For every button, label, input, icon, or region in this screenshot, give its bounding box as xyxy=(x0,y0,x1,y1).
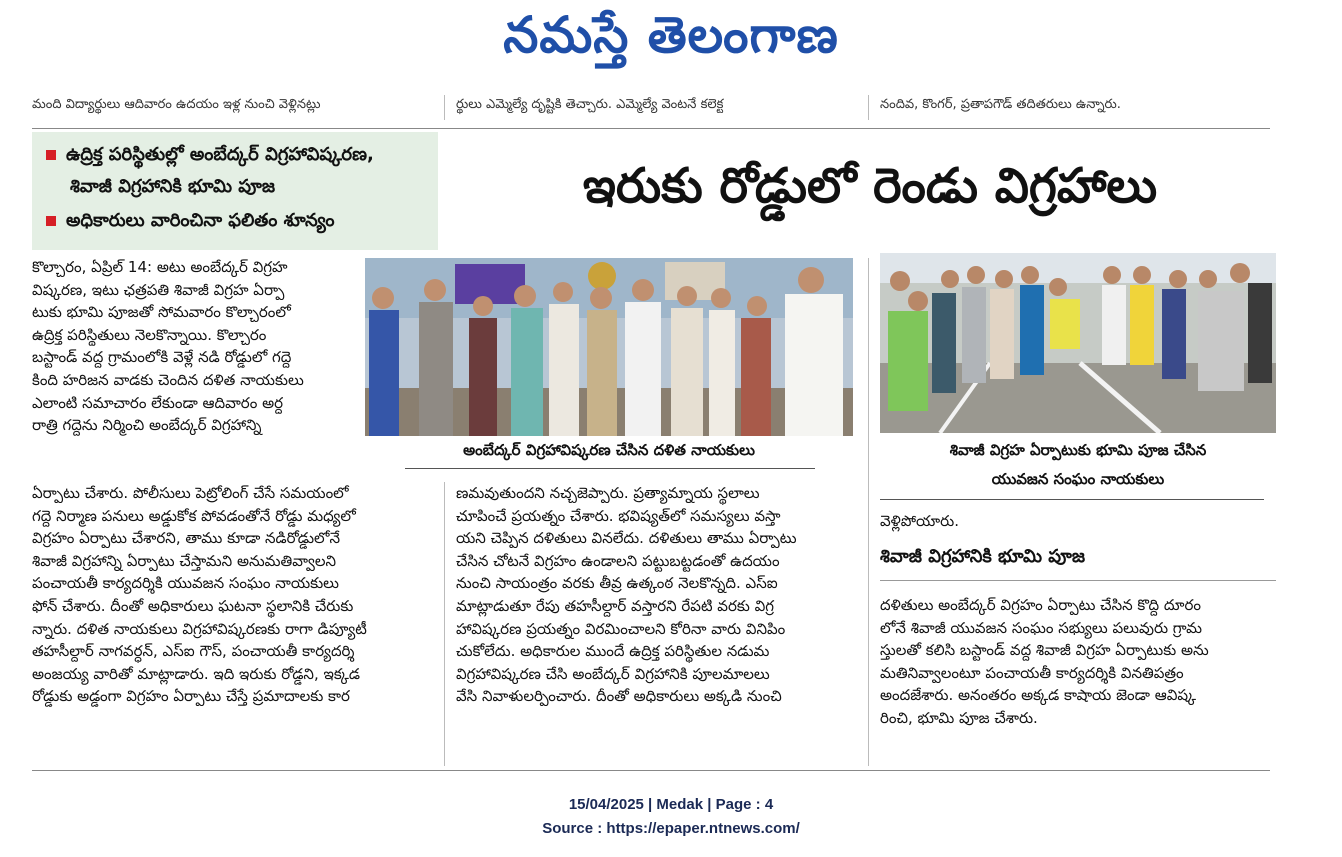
column-divider xyxy=(868,95,869,120)
deck-item-continued: శివాజీ విగ్రహానికి భూమి పూజ xyxy=(70,176,276,197)
article-line: మాట్లాడుతూ రేపు తహసీల్దార్ వస్తారని రేపటి వరకు విగ్ర xyxy=(456,596,775,615)
photo-ambedkar-unveiling xyxy=(365,258,853,436)
article-line: రాత్రి గద్దెను నిర్మించి అంబేద్కర్ విగ్రహాన్ని xyxy=(32,416,262,435)
article-line: చేసిన చోటనే విగ్రహం ఉండాలని పట్టుబట్టడంతో ఉదయం xyxy=(456,551,780,570)
masthead-title: నమస్తే తెలంగాణ xyxy=(503,6,839,64)
column-divider xyxy=(868,258,869,766)
article-line: ఉద్రిక్త పరిస్థితులు నెలకొన్నాయి. కొల్చారం xyxy=(32,325,267,344)
caption-rule xyxy=(405,468,815,469)
cut-line-middle: ర్థులు ఎమ్మెల్యే దృష్టికి తెచ్చారు. ఎమ్మెల్యే వెంటనే కలెక్ట xyxy=(456,97,724,112)
article-line: వెళ్లిపోయారు. xyxy=(880,512,960,530)
article-line: ఏర్పాటు చేశారు. పోలీసులు పెట్రోలింగ్ చేసే సమయంలో xyxy=(32,484,349,502)
bullet-square-icon xyxy=(46,216,56,226)
cut-line-left: మంది విద్యార్థులు ఆదివారం ఉదయం ఇళ్ల నుంచి వెళ్లినట్లు xyxy=(32,97,321,112)
article-line: ఎలాంటి సమాచారం లేకుండా ఆదివారం అర్ధ xyxy=(32,393,283,412)
article-column-2 xyxy=(456,482,856,708)
caption-rule xyxy=(880,499,1264,500)
cut-line-right: నందివ, కొంగర్, ప్రతాపగౌడ్ తదితరులు ఉన్నారు. xyxy=(880,97,1121,112)
article-line: నుంచి సాయంత్రం వరకు తీవ్ర ఉత్కంఠ నెలకొన్నది. ఎస్ఐ xyxy=(456,574,778,593)
article-line: ణమవుతుందని నచ్చజెప్పారు. ప్రత్యామ్నాయ స్థలాలు xyxy=(456,484,760,502)
article-top-rule xyxy=(32,128,1270,129)
article-column-1-bottom xyxy=(32,482,438,708)
photo-caption-right-line1: శివాజీ విగ్రహ ఏర్పాటుకు భూమి పూజ చేసిన xyxy=(949,441,1207,459)
article-line: ఫోన్ చేశారు. దీంతో అధికారులు ఘటనా స్థలానికి చేరుకు xyxy=(32,596,354,615)
footer-date-edition: 15/04/2025 | Medak | Page : 4 xyxy=(568,796,774,813)
article-line: అందజేశారు. అనంతరం అక్కడ కాషాయ జెండా ఆవిష్క xyxy=(880,686,1197,705)
article-line: కొల్చారం, ఏప్రిల్ 14: అటు అంబేద్కర్ విగ్రహ xyxy=(32,258,288,276)
article-line: చూపించే ప్రయత్నం చేశారు. భవిష్యత్‌లో సమస్యలు వస్తా xyxy=(456,506,781,525)
article-line: విగ్రహం ఏర్పాటు చేశారని, తాము కూడా నడిరోడ్డులోనే xyxy=(32,529,340,548)
article-line: దళితులు అంబేద్కర్ విగ్రహం ఏర్పాటు చేసిన కొద్ది దూరం xyxy=(880,596,1201,614)
article-line: రించి, భూమి పూజ చేశారు. xyxy=(880,708,1038,727)
article-line: విగ్రహావిష్కరణ చేసి అంబేద్కర్ విగ్రహానికి పూలమాలలు xyxy=(456,664,770,683)
photo-caption-right-line2: యువజన సంఘం నాయకులు xyxy=(991,470,1165,488)
article-line: మతినివ్వాలంటూ పంచాయతీ కార్యదర్శికి వినతిపత్రం xyxy=(880,663,1184,682)
article-line: శివాజీ విగ్రహాన్ని ఏర్పాటు చేస్తామని అనుమతివ్వాలని xyxy=(32,551,337,570)
headline: ఇరుకు రోడ్డులో రెండు విగ్రహాలు xyxy=(582,158,1158,214)
masthead xyxy=(0,6,1342,77)
article-bottom-rule xyxy=(32,770,1270,771)
deck-item: ఉద్రిక్త పరిస్థితుల్లో అంబేద్కర్ విగ్రహావిష్కరణ, xyxy=(46,144,374,169)
column-divider xyxy=(444,482,445,766)
article-line: పంచాయతీ కార్యదర్శికి యువజన సంఘం నాయకులు xyxy=(32,574,339,593)
article-column-3 xyxy=(880,594,1276,730)
photo-caption-left: అంబేద్కర్ విగ్రహావిష్కరణ చేసిన దళిత నాయకులు xyxy=(463,441,755,459)
footer-source-link[interactable]: Source : https://epaper.ntnews.com/ xyxy=(542,820,800,837)
article-line: టుకు భూమి పూజతో సోమవారం కొల్చారంలో xyxy=(32,303,291,322)
bullet-square-icon xyxy=(46,150,56,160)
article-line: వేసి నివాళులర్పించారు. దీంతో అధికారులు అక్కడి నుంచి xyxy=(456,687,782,706)
article-line: అంజయ్య వారితో మాట్లాడారు. ఇది ఇరుకు రోడ్డని, ఇక్కడ xyxy=(32,664,361,683)
article-line: కింది హరిజన వాడకు చెందిన దళిత నాయకులు xyxy=(32,370,304,389)
deck-item: అధికారులు వారించినా ఫలితం శూన్యం xyxy=(46,210,334,235)
subhead-rule xyxy=(880,580,1276,581)
photo-shivaji-bhoomi-puja xyxy=(880,253,1276,433)
article-line: తహసీల్దార్ నాగవర్ధన్, ఎస్ఐ గౌస్, పంచాయతీ కార్యదర్శి xyxy=(32,642,355,661)
article-line: బస్టాండ్ వద్ద గ్రామంలోకి వెళ్లే నడి రోడ్డులో గద్దె xyxy=(32,348,292,367)
subheading-shivaji-bhoomi-puja: శివాజీ విగ్రహానికి భూమి పూజ xyxy=(880,546,1086,567)
article-column-3-lead xyxy=(880,510,1276,533)
article-line: చుకోలేదు. అధికారుల ముందే ఉద్రిక్త పరిస్థితుల నడుమ xyxy=(456,642,770,661)
article-line: యని చెప్పిన దళితులు వినలేదు. దళితులు తాము ఏర్పాటు xyxy=(456,529,797,548)
article-column-1-top xyxy=(32,256,358,437)
article-line: స్తులతో కలిసి బస్టాండ్ వద్ద శివాజీ విగ్రహ ఏర్పాటుకు అను xyxy=(880,641,1209,660)
column-divider xyxy=(444,95,445,120)
article-line: న్నారు. దళిత నాయకులు విగ్రహావిష్కరణకు రాగా డిప్యూటీ xyxy=(32,619,367,638)
article-line: రోడ్డుకు అడ్డంగా విగ్రహం ఏర్పాటు చేస్తే ప్రమాదాలకు కార xyxy=(32,687,350,706)
article-line: విష్కరణ, ఇటు ఛత్రపతి శివాజీ విగ్రహ ఏర్పా xyxy=(32,280,285,299)
article-line: లోనే శివాజీ యువజన సంఘం సభ్యులు పలువురు గ్రామ xyxy=(880,618,1203,637)
deck-box xyxy=(32,132,438,250)
article-line: హావిష్కరణ ప్రయత్నం విరమించాలని కోరినా వారు వినిపిం xyxy=(456,619,786,638)
article-line: గద్దె నిర్మాణ పనులు అడ్డుకోక పోవడంతోనే రోడ్డు మధ్యలో xyxy=(32,506,356,525)
